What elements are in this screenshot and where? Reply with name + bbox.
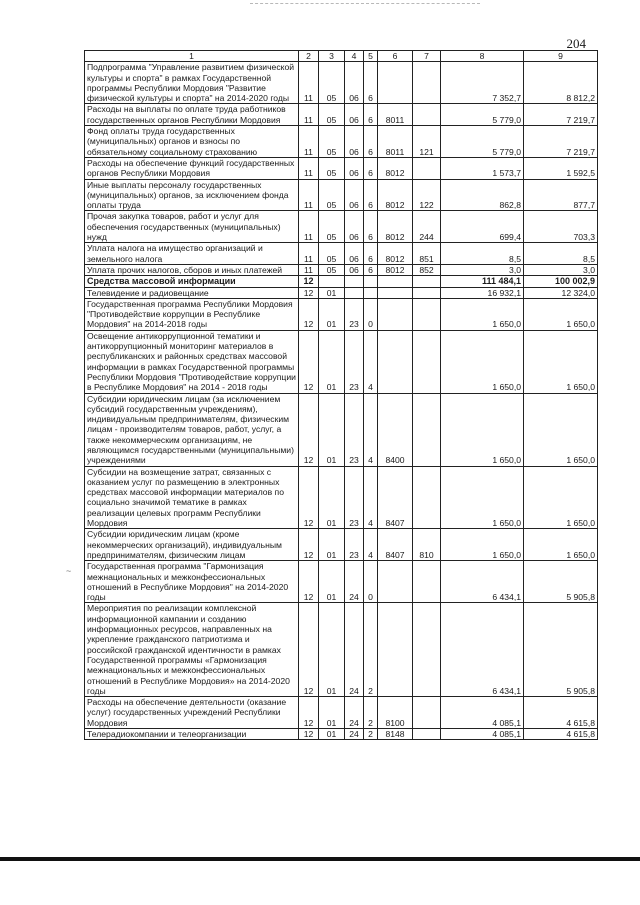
article-code-cell: 8012 — [378, 157, 413, 179]
expense-type-cell: 851 — [413, 243, 441, 265]
section-code-cell — [319, 276, 345, 287]
table-row — [85, 62, 598, 104]
program-code-cell: 4 — [364, 393, 378, 466]
chapter-code-cell: 12 — [299, 298, 319, 330]
program-code-cell: 4 — [364, 529, 378, 561]
row-name-cell: Мероприятия по реализации комплексной информационной кампании и созданию информационных ресурсов, направленных на укрепление гражданского патриотизма и российской гражданской идентичности в рамках Государственной программы «Гармонизация межнациональных и межконфессиональных отношений в Республике Мордовия» на 2014-2020 годы — [85, 603, 299, 697]
chapter-code-cell: 11 — [299, 62, 319, 104]
amount-2016-cell: 8,5 — [524, 243, 598, 265]
subsection-code-cell: 23 — [345, 529, 364, 561]
section-code-cell: 01 — [319, 603, 345, 697]
expense-type-cell — [413, 466, 441, 529]
amount-2015-cell: 699,4 — [441, 211, 524, 243]
expense-type-cell — [413, 287, 441, 298]
section-code-cell: 01 — [319, 529, 345, 561]
expense-type-cell: 810 — [413, 529, 441, 561]
amount-2016-cell: 1 650,0 — [524, 330, 598, 393]
row-name-cell: Прочая закупка товаров, работ и услуг для обеспечения государственных (муниципальных) нужд — [85, 211, 299, 243]
amount-2016-cell: 4 615,8 — [524, 729, 598, 740]
program-code-cell: 6 — [364, 126, 378, 158]
chapter-code-cell: 11 — [299, 157, 319, 179]
article-code-cell: 8148 — [378, 729, 413, 740]
table-row — [85, 330, 598, 393]
article-code-cell — [378, 330, 413, 393]
subsection-code-cell: 06 — [345, 179, 364, 211]
expense-type-cell — [413, 561, 441, 603]
column-header: 8 — [441, 51, 524, 62]
row-name-cell: Подпрограмма "Управление развитием физической культуры и спорта" в рамках Государственной программы Республики Мордовия "Развитие физической культуры и спорта" на 2014-2020 годы — [85, 62, 299, 104]
amount-2016-cell: 1 650,0 — [524, 466, 598, 529]
subsection-code-cell — [345, 276, 364, 287]
program-code-cell: 6 — [364, 243, 378, 265]
section-code-cell: 05 — [319, 264, 345, 275]
article-code-cell: 8011 — [378, 126, 413, 158]
amount-2015-cell: 1 650,0 — [441, 393, 524, 466]
amount-2016-cell: 5 905,8 — [524, 603, 598, 697]
expense-type-cell — [413, 330, 441, 393]
section-code-cell: 05 — [319, 104, 345, 126]
amount-2016-cell: 4 615,8 — [524, 697, 598, 729]
article-code-cell — [378, 276, 413, 287]
row-name-cell: Субсидии юридическим лицам (кроме некоммерческих организаций), индивидуальным предпринимателям, физическим лицам — [85, 529, 299, 561]
chapter-code-cell: 12 — [299, 697, 319, 729]
article-code-cell: 8012 — [378, 243, 413, 265]
table-row — [85, 561, 598, 603]
budget-table — [84, 50, 598, 740]
table-row — [85, 157, 598, 179]
subsection-code-cell: 06 — [345, 157, 364, 179]
section-code-cell: 05 — [319, 211, 345, 243]
table-row — [85, 729, 598, 740]
program-code-cell: 4 — [364, 466, 378, 529]
article-code-cell — [378, 561, 413, 603]
amount-2015-cell: 4 085,1 — [441, 729, 524, 740]
amount-2015-cell: 3,0 — [441, 264, 524, 275]
program-code-cell — [364, 276, 378, 287]
expense-type-cell — [413, 62, 441, 104]
program-code-cell: 0 — [364, 561, 378, 603]
table-row — [85, 276, 598, 287]
row-name-cell: Субсидии юридическим лицам (за исключением субсидий государственным учреждениям), индивидуальным предпринимателям, физическим лицам - производителям товаров, работ, услуг, а также некоммерческим организациям, не являющимся государственными (муниципальными) учреждениями — [85, 393, 299, 466]
subsection-code-cell: 24 — [345, 603, 364, 697]
chapter-code-cell: 12 — [299, 729, 319, 740]
amount-2016-cell: 1 592,5 — [524, 157, 598, 179]
section-code-cell: 05 — [319, 62, 345, 104]
amount-2015-cell: 1 650,0 — [441, 330, 524, 393]
subsection-code-cell: 23 — [345, 298, 364, 330]
amount-2015-cell: 6 434,1 — [441, 561, 524, 603]
subsection-code-cell: 24 — [345, 729, 364, 740]
subsection-code-cell: 06 — [345, 126, 364, 158]
expense-type-cell — [413, 697, 441, 729]
table-row — [85, 697, 598, 729]
table-row — [85, 393, 598, 466]
chapter-code-cell: 12 — [299, 603, 319, 697]
article-code-cell: 8012 — [378, 211, 413, 243]
amount-2016-cell: 8 812,2 — [524, 62, 598, 104]
expense-type-cell — [413, 603, 441, 697]
section-code-cell: 05 — [319, 243, 345, 265]
row-name-cell: Иные выплаты персоналу государственных (муниципальных) органов, за исключением фонда оплаты труда — [85, 179, 299, 211]
article-code-cell — [378, 603, 413, 697]
subsection-code-cell: 06 — [345, 243, 364, 265]
amount-2015-cell: 5 779,0 — [441, 104, 524, 126]
amount-2015-cell: 16 932,1 — [441, 287, 524, 298]
program-code-cell: 4 — [364, 330, 378, 393]
expense-type-cell: 244 — [413, 211, 441, 243]
table-row — [85, 298, 598, 330]
row-name-cell: Фонд оплаты труда государственных (муниципальных) органов и взносы по обязательному социальному страхованию — [85, 126, 299, 158]
amount-2016-cell: 7 219,7 — [524, 126, 598, 158]
row-name-cell: Освещение антикоррупционной тематики и антикоррупционный мониторинг материалов в республиканских и районных средствах массовой информации в рамках Государственной программы Республики Мордовия "Противодействие коррупции в Республике Мордовия" на 2014 - 2018 годы — [85, 330, 299, 393]
article-code-cell: 8012 — [378, 264, 413, 275]
expense-type-cell — [413, 276, 441, 287]
amount-2015-cell: 1 650,0 — [441, 466, 524, 529]
chapter-code-cell: 11 — [299, 179, 319, 211]
article-code-cell: 8012 — [378, 179, 413, 211]
row-name-cell: Расходы на обеспечение функций государственных органов Республики Мордовия — [85, 157, 299, 179]
row-name-cell: Уплата прочих налогов, сборов и иных платежей — [85, 264, 299, 275]
page-number: 204 — [566, 36, 586, 51]
article-code-cell: 8011 — [378, 104, 413, 126]
amount-2015-cell: 111 484,1 — [441, 276, 524, 287]
amount-2015-cell: 1 650,0 — [441, 298, 524, 330]
section-code-cell: 05 — [319, 179, 345, 211]
amount-2015-cell: 7 352,7 — [441, 62, 524, 104]
column-header: 7 — [413, 51, 441, 62]
page-bottom-rule — [0, 857, 640, 861]
amount-2016-cell: 100 002,9 — [524, 276, 598, 287]
chapter-code-cell: 11 — [299, 264, 319, 275]
table-row — [85, 243, 598, 265]
amount-2015-cell: 1 573,7 — [441, 157, 524, 179]
section-code-cell: 01 — [319, 393, 345, 466]
subsection-code-cell: 06 — [345, 211, 364, 243]
amount-2016-cell: 703,3 — [524, 211, 598, 243]
expense-type-cell: 121 — [413, 126, 441, 158]
chapter-code-cell: 11 — [299, 126, 319, 158]
chapter-code-cell: 12 — [299, 466, 319, 529]
table-row — [85, 529, 598, 561]
program-code-cell: 2 — [364, 697, 378, 729]
table-row — [85, 603, 598, 697]
amount-2016-cell: 1 650,0 — [524, 393, 598, 466]
program-code-cell: 6 — [364, 157, 378, 179]
row-name-cell: Телевидение и радиовещание — [85, 287, 299, 298]
program-code-cell — [364, 287, 378, 298]
section-code-cell: 01 — [319, 561, 345, 603]
column-header: 6 — [378, 51, 413, 62]
chapter-code-cell: 12 — [299, 330, 319, 393]
row-name-cell: Средства массовой информации — [85, 276, 299, 287]
chapter-code-cell: 12 — [299, 287, 319, 298]
expense-type-cell: 852 — [413, 264, 441, 275]
subsection-code-cell: 23 — [345, 393, 364, 466]
amount-2016-cell: 7 219,7 — [524, 104, 598, 126]
expense-type-cell — [413, 393, 441, 466]
row-name-cell: Субсидии на возмещение затрат, связанных с оказанием услуг по размещению в электронных средствах массовой информации материалов по социально значимой тематике в рамках реализации целевых программ Республики Мордовия — [85, 466, 299, 529]
expense-type-cell — [413, 298, 441, 330]
chapter-code-cell: 12 — [299, 529, 319, 561]
table-row — [85, 211, 598, 243]
subsection-code-cell: 06 — [345, 62, 364, 104]
program-code-cell: 6 — [364, 179, 378, 211]
section-code-cell: 01 — [319, 287, 345, 298]
amount-2015-cell: 5 779,0 — [441, 126, 524, 158]
article-code-cell — [378, 298, 413, 330]
chapter-code-cell: 12 — [299, 561, 319, 603]
section-code-cell: 05 — [319, 157, 345, 179]
amount-2016-cell: 12 324,0 — [524, 287, 598, 298]
row-name-cell: Государственная программа "Гармонизация межнациональных и межконфессиональных отношений в Республике Мордовия" на 2014-2020 годы — [85, 561, 299, 603]
amount-2015-cell: 4 085,1 — [441, 697, 524, 729]
subsection-code-cell: 23 — [345, 330, 364, 393]
table-row — [85, 126, 598, 158]
section-code-cell: 01 — [319, 466, 345, 529]
subsection-code-cell — [345, 287, 364, 298]
amount-2016-cell: 3,0 — [524, 264, 598, 275]
table-row — [85, 287, 598, 298]
table-row — [85, 466, 598, 529]
row-name-cell: Уплата налога на имущество организаций и земельного налога — [85, 243, 299, 265]
program-code-cell: 0 — [364, 298, 378, 330]
program-code-cell: 6 — [364, 104, 378, 126]
column-header: 5 — [364, 51, 378, 62]
table-header-row — [85, 51, 598, 62]
margin-mark: ~ — [66, 566, 72, 576]
chapter-code-cell: 12 — [299, 393, 319, 466]
program-code-cell: 6 — [364, 264, 378, 275]
subsection-code-cell: 06 — [345, 104, 364, 126]
amount-2016-cell: 5 905,8 — [524, 561, 598, 603]
expense-type-cell — [413, 157, 441, 179]
row-name-cell: Расходы на выплаты по оплате труда работников государственных органов Республики Мордовия — [85, 104, 299, 126]
expense-type-cell — [413, 104, 441, 126]
row-name-cell: Расходы на обеспечение деятельности (оказание услуг) государственных учреждений Республики Мордовия — [85, 697, 299, 729]
scan-top-line — [250, 3, 480, 4]
amount-2015-cell: 1 650,0 — [441, 529, 524, 561]
article-code-cell — [378, 62, 413, 104]
section-code-cell: 01 — [319, 729, 345, 740]
program-code-cell: 2 — [364, 729, 378, 740]
column-header: 2 — [299, 51, 319, 62]
column-header: 4 — [345, 51, 364, 62]
amount-2016-cell: 1 650,0 — [524, 298, 598, 330]
column-header: 9 — [524, 51, 598, 62]
expense-type-cell — [413, 729, 441, 740]
program-code-cell: 6 — [364, 62, 378, 104]
amount-2015-cell: 6 434,1 — [441, 603, 524, 697]
article-code-cell: 8400 — [378, 393, 413, 466]
amount-2015-cell: 862,8 — [441, 179, 524, 211]
amount-2016-cell: 1 650,0 — [524, 529, 598, 561]
amount-2016-cell: 877,7 — [524, 179, 598, 211]
section-code-cell: 01 — [319, 330, 345, 393]
table-row — [85, 104, 598, 126]
program-code-cell: 6 — [364, 211, 378, 243]
subsection-code-cell: 06 — [345, 264, 364, 275]
subsection-code-cell: 23 — [345, 466, 364, 529]
amount-2015-cell: 8,5 — [441, 243, 524, 265]
table-row — [85, 179, 598, 211]
chapter-code-cell: 11 — [299, 243, 319, 265]
subsection-code-cell: 24 — [345, 697, 364, 729]
section-code-cell: 01 — [319, 697, 345, 729]
row-name-cell: Государственная программа Республики Мордовия "Противодействие коррупции в Республике Мордовия" на 2014-2018 годы — [85, 298, 299, 330]
chapter-code-cell: 11 — [299, 211, 319, 243]
program-code-cell: 2 — [364, 603, 378, 697]
column-header: 3 — [319, 51, 345, 62]
column-header: 1 — [85, 51, 299, 62]
chapter-code-cell: 12 — [299, 276, 319, 287]
table-row — [85, 264, 598, 275]
article-code-cell: 8407 — [378, 466, 413, 529]
article-code-cell — [378, 287, 413, 298]
section-code-cell: 01 — [319, 298, 345, 330]
article-code-cell: 8100 — [378, 697, 413, 729]
expense-type-cell: 122 — [413, 179, 441, 211]
row-name-cell: Телерадиокомпании и телеорганизации — [85, 729, 299, 740]
chapter-code-cell: 11 — [299, 104, 319, 126]
subsection-code-cell: 24 — [345, 561, 364, 603]
section-code-cell: 05 — [319, 126, 345, 158]
article-code-cell: 8407 — [378, 529, 413, 561]
